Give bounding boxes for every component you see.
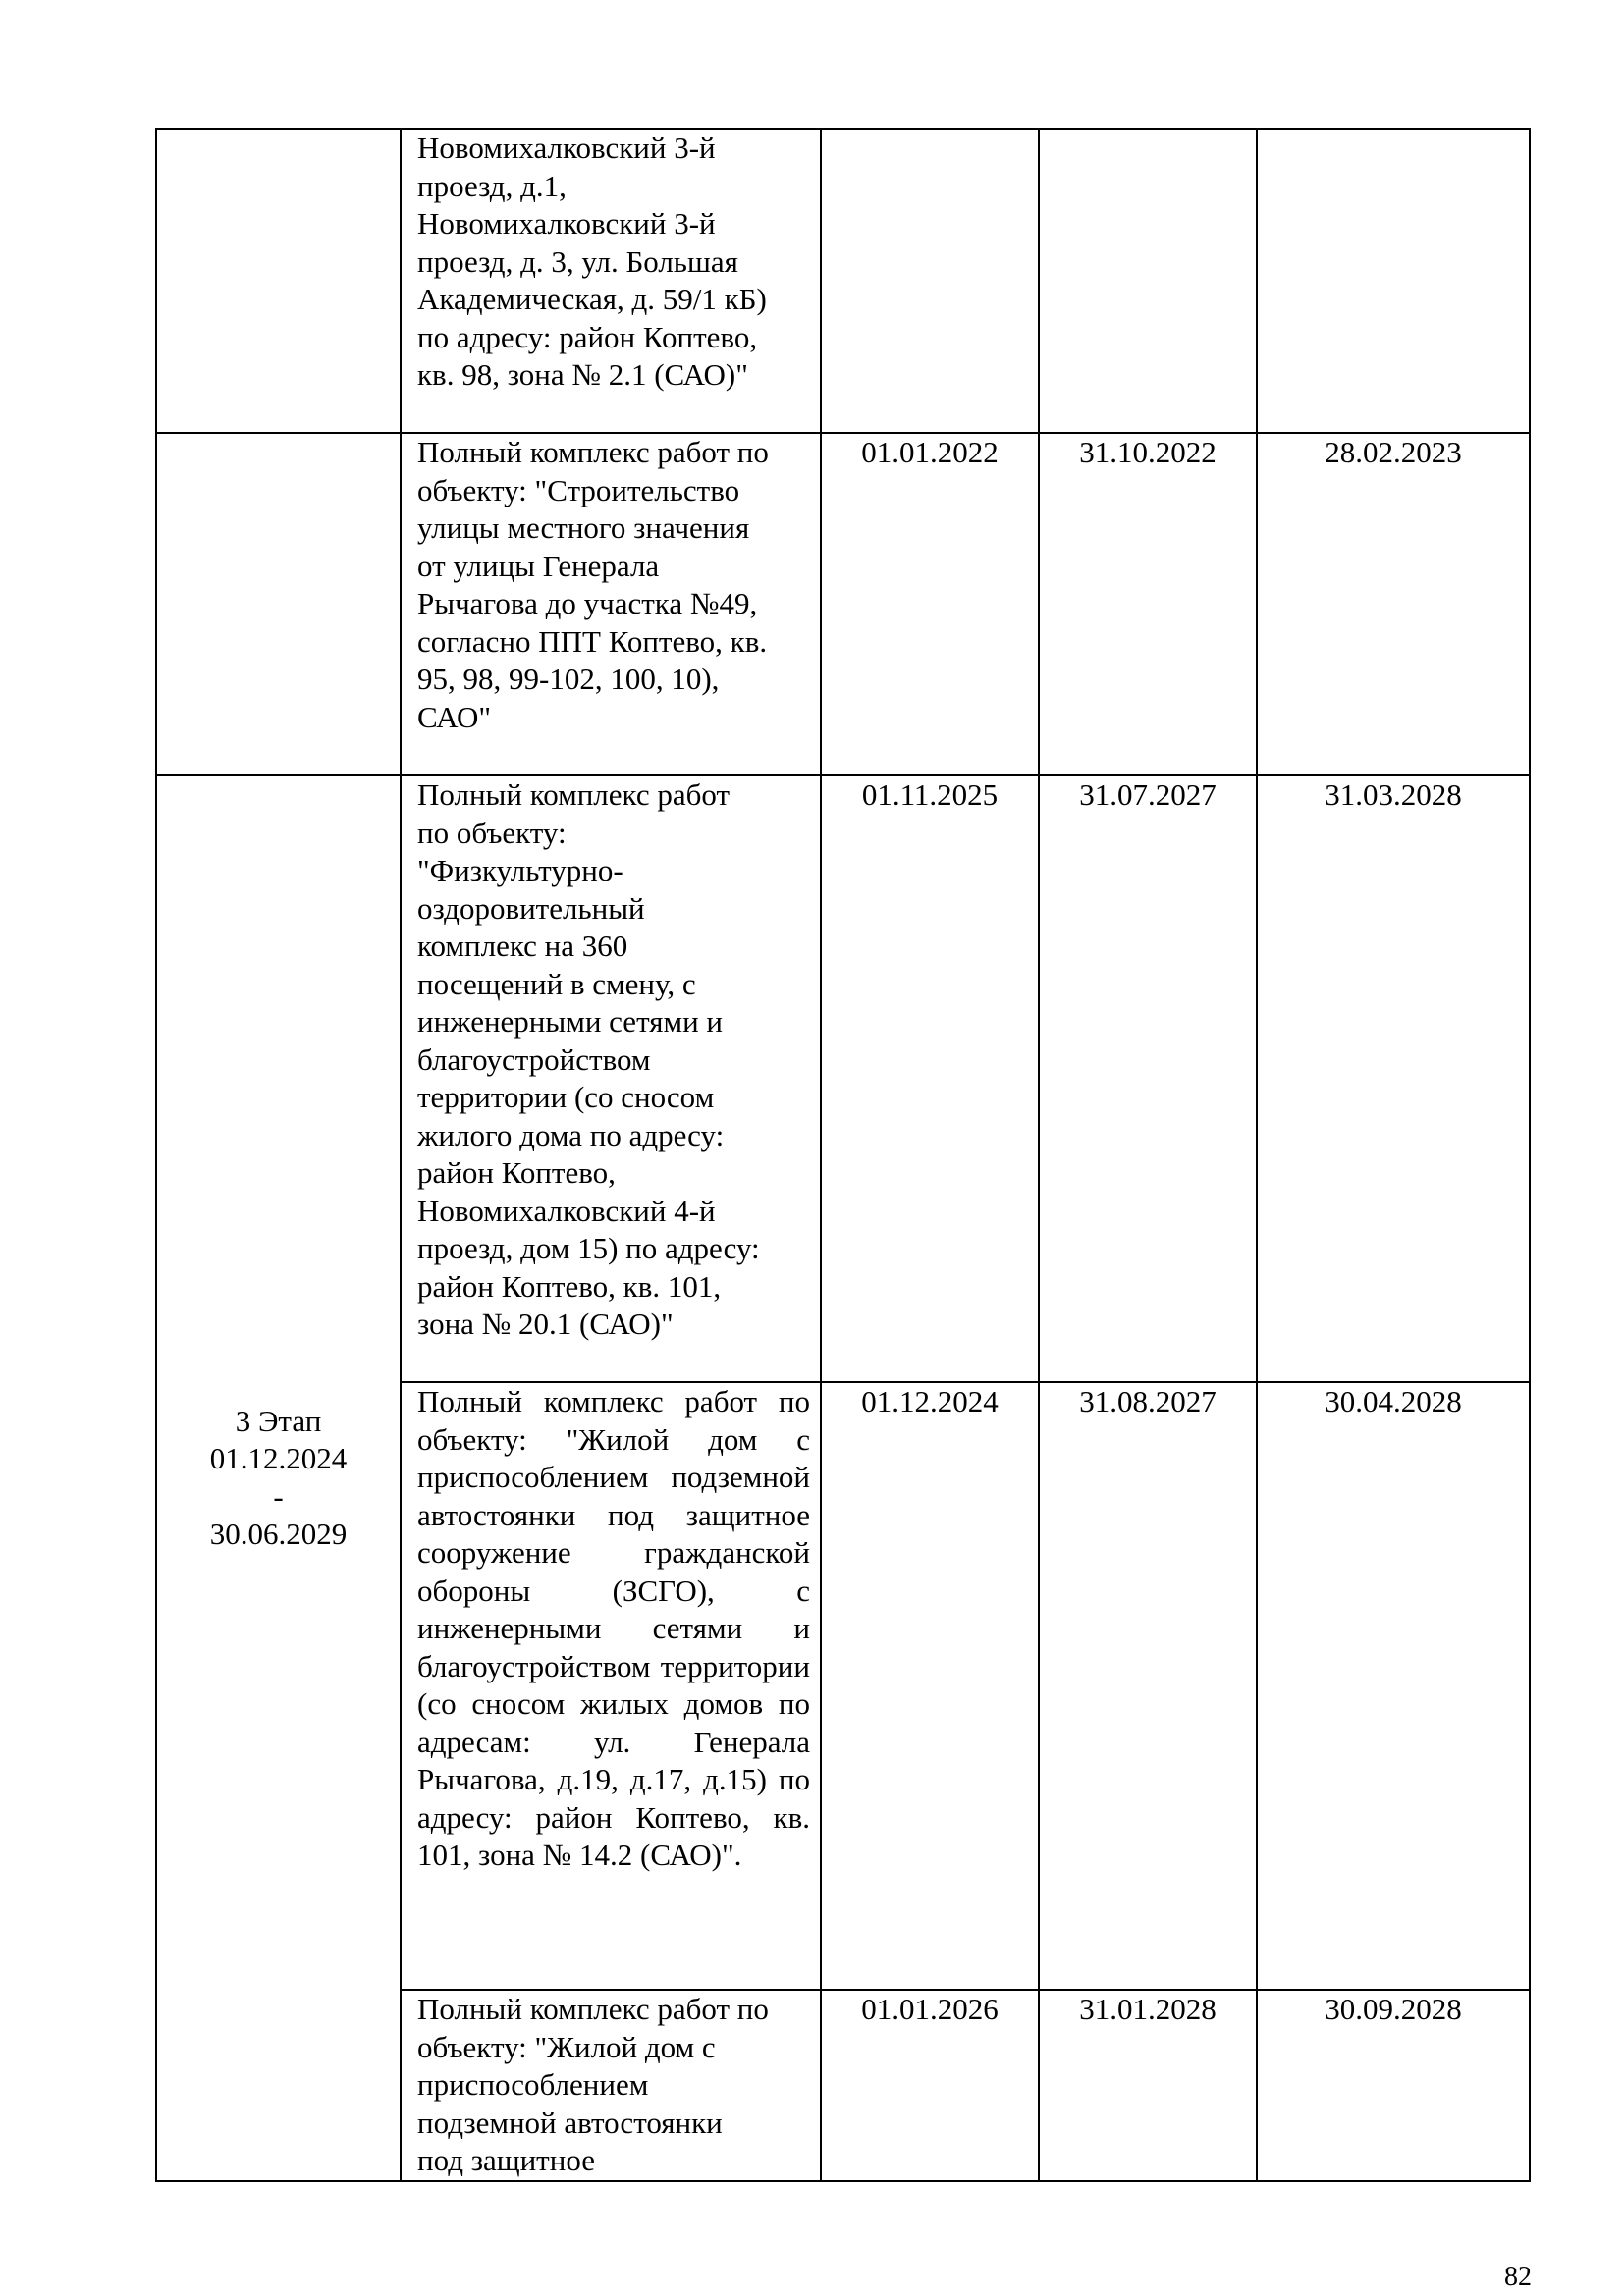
final-date: 31.03.2028	[1325, 777, 1462, 812]
stage-title: 3 Этап	[235, 1403, 322, 1438]
description-cell	[401, 775, 821, 1382]
final-date: 28.02.2023	[1325, 435, 1462, 469]
description-cell	[401, 1382, 821, 1990]
stage-start: 01.12.2024	[209, 1441, 348, 1476]
start-date: 01.12.2024	[861, 1384, 999, 1418]
end-date-cell	[1039, 129, 1257, 433]
start-date-cell	[821, 1990, 1039, 2181]
end-date: 31.08.2027	[1079, 1384, 1217, 1418]
final-date: 30.09.2028	[1325, 1992, 1462, 2026]
end-date-cell	[1039, 775, 1257, 1382]
end-date-cell	[1039, 1382, 1257, 1990]
start-date-cell	[821, 129, 1039, 433]
description-text: Полный комплекс работ по объекту: "Строительство улицы местного значения от улицы Генерала Рычагова до участка №49, согласно ППТ Коптево, кв. 95, 98, 99-102, 100, 10), САО"	[417, 435, 769, 734]
end-date-cell	[1039, 1990, 1257, 2181]
description-text: Полный комплекс работ по объекту: "Жилой дом с приспособлением подземной автостоянки под защитное сооружение гражданской обороны (ЗСГО), с инженерными сетями и благоустройством территории (со сносом жилых домов по адресам: ул. Генерала Рычагова, д.19, д.17, д.15) по адресу: район Коптево, кв. 101, зона № 14.2 (САО)".	[417, 1384, 810, 1872]
stage-cell	[156, 775, 401, 2181]
stage-end: 30.06.2029	[209, 1517, 348, 1552]
end-date: 31.01.2028	[1079, 1992, 1217, 2026]
end-date: 31.10.2022	[1079, 435, 1217, 469]
description-text: Полный комплекс работ по объекту: "Жилой дом с приспособлением подземной автостоянки под защитное	[417, 1992, 769, 2177]
start-date-cell	[821, 1382, 1039, 1990]
start-date: 01.01.2026	[861, 1992, 999, 2026]
start-date: 01.01.2022	[861, 435, 999, 469]
description-cell	[401, 433, 821, 775]
page-number: 82	[1504, 2262, 1532, 2292]
start-date-cell	[821, 433, 1039, 775]
start-date: 01.11.2025	[861, 777, 999, 812]
end-date-cell	[1039, 433, 1257, 775]
end-date: 31.07.2027	[1079, 777, 1217, 812]
table-row	[156, 433, 1530, 775]
description-cell	[401, 1990, 821, 2181]
table-row	[156, 775, 1530, 1382]
final-date-cell	[1257, 129, 1530, 433]
final-date-cell	[1257, 1990, 1530, 2181]
start-date-cell	[821, 775, 1039, 1382]
description-text: Полный комплекс работ по объекту: "Физкультурно-оздоровительный комплекс на 360 посещений в смену, с инженерными сетями и благоустройством территории (со сносом жилого дома по адресу: район Коптево, Новомихалковский 4-й проезд, дом 15) по адресу: район Коптево, кв. 101, зона № 20.1 (САО)"	[417, 777, 760, 1341]
stage-cell-empty	[156, 129, 401, 433]
final-date: 30.04.2028	[1325, 1384, 1462, 1418]
description-text: Новомихалковский 3-й проезд, д.1, Новомихалковский 3-й проезд, д. 3, ул. Большая Академическая, д. 59/1 кБ) по адресу: район Коптево, кв. 98, зона № 2.1 (САО)"	[417, 131, 767, 392]
works-schedule-table	[155, 128, 1531, 2182]
table-row	[156, 129, 1530, 433]
final-date-cell	[1257, 1382, 1530, 1990]
description-cell	[401, 129, 821, 433]
stage-cell-empty	[156, 433, 401, 775]
final-date-cell	[1257, 775, 1530, 1382]
stage-dash: -	[273, 1478, 284, 1514]
final-date-cell	[1257, 433, 1530, 775]
